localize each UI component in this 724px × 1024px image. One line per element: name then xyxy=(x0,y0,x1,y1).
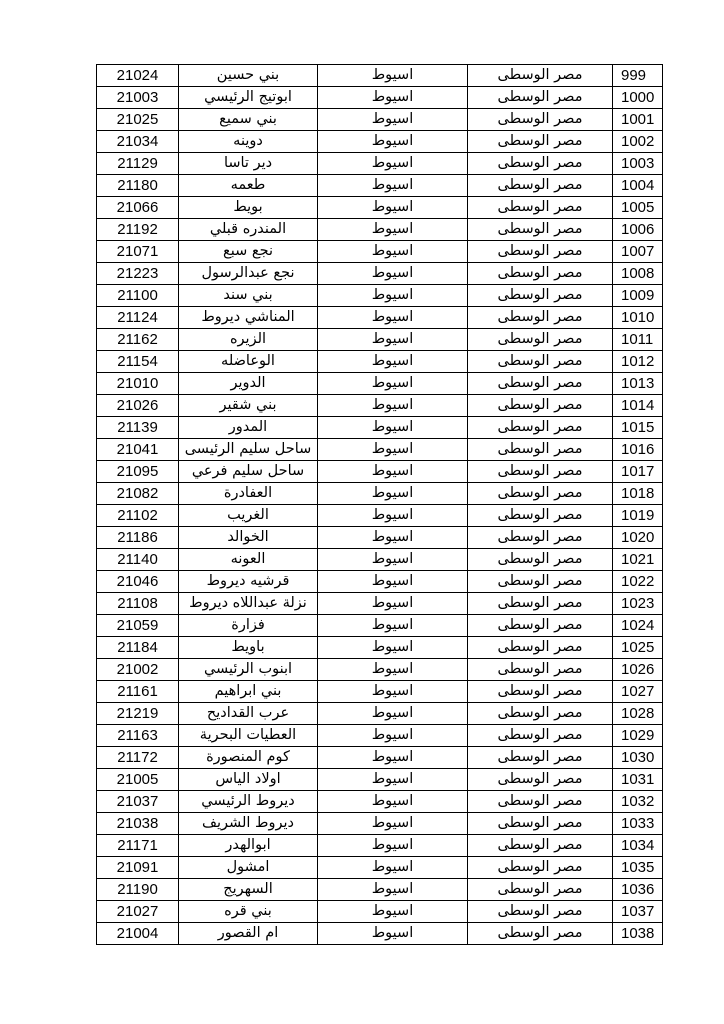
governorate-cell: اسيوط xyxy=(318,351,468,373)
governorate-cell: اسيوط xyxy=(318,659,468,681)
region-cell: مصر الوسطى xyxy=(468,615,613,637)
table-row xyxy=(97,219,663,241)
village-name-cell: السهريج xyxy=(179,879,318,901)
table-row xyxy=(97,153,663,175)
governorate-cell: اسيوط xyxy=(318,329,468,351)
postal-code-cell: 21005 xyxy=(97,769,179,791)
table-row xyxy=(97,857,663,879)
table-row xyxy=(97,131,663,153)
village-name-cell: نجع عبدالرسول xyxy=(179,263,318,285)
governorate-cell: اسيوط xyxy=(318,153,468,175)
row-number-cell: 1013 xyxy=(613,373,663,395)
region-cell: مصر الوسطى xyxy=(468,483,613,505)
region-cell: مصر الوسطى xyxy=(468,417,613,439)
village-name-cell: ابوتيج الرئيسي xyxy=(179,87,318,109)
postal-code-cell: 21192 xyxy=(97,219,179,241)
row-number-cell: 1036 xyxy=(613,879,663,901)
postal-code-cell: 21139 xyxy=(97,417,179,439)
row-number-cell: 1018 xyxy=(613,483,663,505)
table-row xyxy=(97,351,663,373)
table-row xyxy=(97,417,663,439)
region-cell: مصر الوسطى xyxy=(468,197,613,219)
region-cell: مصر الوسطى xyxy=(468,87,613,109)
row-number-cell: 1022 xyxy=(613,571,663,593)
region-cell: مصر الوسطى xyxy=(468,527,613,549)
governorate-cell: اسيوط xyxy=(318,307,468,329)
governorate-cell: اسيوط xyxy=(318,109,468,131)
row-number-cell: 1026 xyxy=(613,659,663,681)
region-cell: مصر الوسطى xyxy=(468,637,613,659)
region-cell: مصر الوسطى xyxy=(468,747,613,769)
governorate-cell: اسيوط xyxy=(318,175,468,197)
row-number-cell: 1016 xyxy=(613,439,663,461)
region-cell: مصر الوسطى xyxy=(468,769,613,791)
region-cell: مصر الوسطى xyxy=(468,813,613,835)
postal-code-cell: 21010 xyxy=(97,373,179,395)
region-cell: مصر الوسطى xyxy=(468,439,613,461)
postal-code-cell: 21154 xyxy=(97,351,179,373)
governorate-cell: اسيوط xyxy=(318,615,468,637)
governorate-cell: اسيوط xyxy=(318,483,468,505)
row-number-cell: 1015 xyxy=(613,417,663,439)
table-row xyxy=(97,307,663,329)
table-row xyxy=(97,87,663,109)
village-name-cell: عرب القداديح xyxy=(179,703,318,725)
village-name-cell: المندره قبلي xyxy=(179,219,318,241)
postal-code-cell: 21172 xyxy=(97,747,179,769)
row-number-cell: 1008 xyxy=(613,263,663,285)
region-cell: مصر الوسطى xyxy=(468,153,613,175)
postal-code-cell: 21124 xyxy=(97,307,179,329)
village-name-cell: ابوالهدر xyxy=(179,835,318,857)
table-row xyxy=(97,725,663,747)
table-row xyxy=(97,505,663,527)
row-number-cell: 1002 xyxy=(613,131,663,153)
village-name-cell: المناشي ديروط xyxy=(179,307,318,329)
row-number-cell: 1009 xyxy=(613,285,663,307)
row-number-cell: 1038 xyxy=(613,923,663,945)
row-number-cell: 1033 xyxy=(613,813,663,835)
postal-code-cell: 21184 xyxy=(97,637,179,659)
table-row xyxy=(97,285,663,307)
governorate-cell: اسيوط xyxy=(318,879,468,901)
postal-code-cell: 21034 xyxy=(97,131,179,153)
postal-code-cell: 21180 xyxy=(97,175,179,197)
postal-code-cell: 21102 xyxy=(97,505,179,527)
row-number-cell: 1028 xyxy=(613,703,663,725)
governorate-cell: اسيوط xyxy=(318,417,468,439)
table-row xyxy=(97,483,663,505)
table-row xyxy=(97,923,663,945)
village-name-cell: ساحل سليم الرئيسى xyxy=(179,439,318,461)
governorate-cell: اسيوط xyxy=(318,681,468,703)
row-number-cell: 1032 xyxy=(613,791,663,813)
governorate-cell: اسيوط xyxy=(318,835,468,857)
table-row xyxy=(97,901,663,923)
governorate-cell: اسيوط xyxy=(318,65,468,87)
village-name-cell: ديروط الشريف xyxy=(179,813,318,835)
table-row xyxy=(97,549,663,571)
governorate-cell: اسيوط xyxy=(318,373,468,395)
postal-code-cell: 21223 xyxy=(97,263,179,285)
table-row xyxy=(97,395,663,417)
governorate-cell: اسيوط xyxy=(318,769,468,791)
region-cell: مصر الوسطى xyxy=(468,505,613,527)
postal-code-cell: 21026 xyxy=(97,395,179,417)
postal-code-cell: 21038 xyxy=(97,813,179,835)
governorate-cell: اسيوط xyxy=(318,703,468,725)
governorate-cell: اسيوط xyxy=(318,725,468,747)
row-number-cell: 1030 xyxy=(613,747,663,769)
table-row xyxy=(97,615,663,637)
postal-code-cell: 21161 xyxy=(97,681,179,703)
table-row xyxy=(97,109,663,131)
table-row xyxy=(97,65,663,87)
postal-code-cell: 21162 xyxy=(97,329,179,351)
postal-code-cell: 21219 xyxy=(97,703,179,725)
table-row xyxy=(97,703,663,725)
row-number-cell: 1006 xyxy=(613,219,663,241)
governorate-cell: اسيوط xyxy=(318,87,468,109)
table-body xyxy=(97,65,663,945)
row-number-cell: 1037 xyxy=(613,901,663,923)
row-number-cell: 1024 xyxy=(613,615,663,637)
region-cell: مصر الوسطى xyxy=(468,461,613,483)
governorate-cell: اسيوط xyxy=(318,219,468,241)
postal-code-cell: 21171 xyxy=(97,835,179,857)
village-name-cell: باويط xyxy=(179,637,318,659)
row-number-cell: 1017 xyxy=(613,461,663,483)
postal-code-cell: 21059 xyxy=(97,615,179,637)
village-name-cell: الخوالد xyxy=(179,527,318,549)
postal-code-cell: 21027 xyxy=(97,901,179,923)
postal-code-cell: 21071 xyxy=(97,241,179,263)
region-cell: مصر الوسطى xyxy=(468,373,613,395)
table-row xyxy=(97,263,663,285)
table-row xyxy=(97,241,663,263)
governorate-cell: اسيوط xyxy=(318,263,468,285)
table-row xyxy=(97,769,663,791)
postal-code-cell: 21163 xyxy=(97,725,179,747)
region-cell: مصر الوسطى xyxy=(468,549,613,571)
village-name-cell: ام القصور xyxy=(179,923,318,945)
governorate-cell: اسيوط xyxy=(318,901,468,923)
region-cell: مصر الوسطى xyxy=(468,263,613,285)
row-number-cell: 1004 xyxy=(613,175,663,197)
region-cell: مصر الوسطى xyxy=(468,659,613,681)
region-cell: مصر الوسطى xyxy=(468,879,613,901)
postal-code-cell: 21004 xyxy=(97,923,179,945)
governorate-cell: اسيوط xyxy=(318,791,468,813)
row-number-cell: 1023 xyxy=(613,593,663,615)
postal-code-cell: 21186 xyxy=(97,527,179,549)
region-cell: مصر الوسطى xyxy=(468,307,613,329)
village-name-cell: الوعاضله xyxy=(179,351,318,373)
village-name-cell: كوم المنصورة xyxy=(179,747,318,769)
village-name-cell: ساحل سليم فرعي xyxy=(179,461,318,483)
region-cell: مصر الوسطى xyxy=(468,241,613,263)
row-number-cell: 1001 xyxy=(613,109,663,131)
governorate-cell: اسيوط xyxy=(318,857,468,879)
row-number-cell: 1010 xyxy=(613,307,663,329)
row-number-cell: 1020 xyxy=(613,527,663,549)
governorate-cell: اسيوط xyxy=(318,439,468,461)
village-name-cell: الغريب xyxy=(179,505,318,527)
village-name-cell: العونه xyxy=(179,549,318,571)
governorate-cell: اسيوط xyxy=(318,923,468,945)
village-name-cell: العطيات البحرية xyxy=(179,725,318,747)
village-name-cell: دير تاسا xyxy=(179,153,318,175)
village-name-cell: بني حسين xyxy=(179,65,318,87)
region-cell: مصر الوسطى xyxy=(468,285,613,307)
postal-code-cell: 21066 xyxy=(97,197,179,219)
village-name-cell: امشول xyxy=(179,857,318,879)
postal-code-cell: 21082 xyxy=(97,483,179,505)
region-cell: مصر الوسطى xyxy=(468,835,613,857)
row-number-cell: 999 xyxy=(613,65,663,87)
governorate-cell: اسيوط xyxy=(318,747,468,769)
village-name-cell: بني قره xyxy=(179,901,318,923)
row-number-cell: 1035 xyxy=(613,857,663,879)
table-row xyxy=(97,593,663,615)
village-name-cell: فزارة xyxy=(179,615,318,637)
region-cell: مصر الوسطى xyxy=(468,131,613,153)
village-name-cell: ابنوب الرئيسي xyxy=(179,659,318,681)
village-name-cell: الزيره xyxy=(179,329,318,351)
table-row xyxy=(97,813,663,835)
village-name-cell: نجع سبع xyxy=(179,241,318,263)
table-row xyxy=(97,527,663,549)
table-row xyxy=(97,373,663,395)
governorate-cell: اسيوط xyxy=(318,395,468,417)
row-number-cell: 1007 xyxy=(613,241,663,263)
region-cell: مصر الوسطى xyxy=(468,351,613,373)
village-name-cell: دوينه xyxy=(179,131,318,153)
village-name-cell: العفادرة xyxy=(179,483,318,505)
region-cell: مصر الوسطى xyxy=(468,703,613,725)
governorate-cell: اسيوط xyxy=(318,813,468,835)
postal-code-cell: 21002 xyxy=(97,659,179,681)
village-name-cell: طعمه xyxy=(179,175,318,197)
village-name-cell: بني سميع xyxy=(179,109,318,131)
region-cell: مصر الوسطى xyxy=(468,395,613,417)
governorate-cell: اسيوط xyxy=(318,131,468,153)
table-row xyxy=(97,571,663,593)
governorate-cell: اسيوط xyxy=(318,549,468,571)
row-number-cell: 1027 xyxy=(613,681,663,703)
row-number-cell: 1025 xyxy=(613,637,663,659)
governorate-cell: اسيوط xyxy=(318,197,468,219)
governorate-cell: اسيوط xyxy=(318,241,468,263)
row-number-cell: 1031 xyxy=(613,769,663,791)
village-name-cell: بويط xyxy=(179,197,318,219)
region-cell: مصر الوسطى xyxy=(468,219,613,241)
region-cell: مصر الوسطى xyxy=(468,681,613,703)
governorate-cell: اسيوط xyxy=(318,461,468,483)
table-row xyxy=(97,175,663,197)
table-row xyxy=(97,439,663,461)
region-cell: مصر الوسطى xyxy=(468,329,613,351)
governorate-cell: اسيوط xyxy=(318,637,468,659)
region-cell: مصر الوسطى xyxy=(468,571,613,593)
table-row xyxy=(97,879,663,901)
village-name-cell: بني ابراهيم xyxy=(179,681,318,703)
region-cell: مصر الوسطى xyxy=(468,175,613,197)
postal-code-cell: 21190 xyxy=(97,879,179,901)
village-name-cell: قرشيه ديروط xyxy=(179,571,318,593)
village-name-cell: بني شقير xyxy=(179,395,318,417)
postal-code-cell: 21091 xyxy=(97,857,179,879)
table-row xyxy=(97,747,663,769)
postal-code-cell: 21025 xyxy=(97,109,179,131)
postal-code-cell: 21140 xyxy=(97,549,179,571)
region-cell: مصر الوسطى xyxy=(468,857,613,879)
postal-code-cell: 21108 xyxy=(97,593,179,615)
region-cell: مصر الوسطى xyxy=(468,901,613,923)
row-number-cell: 1021 xyxy=(613,549,663,571)
row-number-cell: 1012 xyxy=(613,351,663,373)
table-row xyxy=(97,659,663,681)
postal-code-cell: 21100 xyxy=(97,285,179,307)
governorate-cell: اسيوط xyxy=(318,571,468,593)
data-table xyxy=(96,64,663,945)
village-name-cell: بني سند xyxy=(179,285,318,307)
village-name-cell: ديروط الرئيسي xyxy=(179,791,318,813)
postal-code-cell: 21003 xyxy=(97,87,179,109)
row-number-cell: 1034 xyxy=(613,835,663,857)
postal-code-cell: 21041 xyxy=(97,439,179,461)
row-number-cell: 1003 xyxy=(613,153,663,175)
governorate-cell: اسيوط xyxy=(318,527,468,549)
row-number-cell: 1000 xyxy=(613,87,663,109)
region-cell: مصر الوسطى xyxy=(468,791,613,813)
postal-code-cell: 21129 xyxy=(97,153,179,175)
table-row xyxy=(97,681,663,703)
village-name-cell: الدوير xyxy=(179,373,318,395)
village-name-cell: المدور xyxy=(179,417,318,439)
row-number-cell: 1029 xyxy=(613,725,663,747)
region-cell: مصر الوسطى xyxy=(468,923,613,945)
region-cell: مصر الوسطى xyxy=(468,65,613,87)
governorate-cell: اسيوط xyxy=(318,593,468,615)
region-cell: مصر الوسطى xyxy=(468,593,613,615)
row-number-cell: 1014 xyxy=(613,395,663,417)
village-name-cell: اولاد الياس xyxy=(179,769,318,791)
region-cell: مصر الوسطى xyxy=(468,725,613,747)
postal-code-cell: 21024 xyxy=(97,65,179,87)
row-number-cell: 1011 xyxy=(613,329,663,351)
postal-code-cell: 21046 xyxy=(97,571,179,593)
governorate-cell: اسيوط xyxy=(318,285,468,307)
row-number-cell: 1019 xyxy=(613,505,663,527)
postal-code-cell: 21037 xyxy=(97,791,179,813)
region-cell: مصر الوسطى xyxy=(468,109,613,131)
table-row xyxy=(97,461,663,483)
postal-code-cell: 21095 xyxy=(97,461,179,483)
table-row xyxy=(97,197,663,219)
table-row xyxy=(97,791,663,813)
table-row xyxy=(97,835,663,857)
village-name-cell: نزلة عبداللاه ديروط xyxy=(179,593,318,615)
governorate-cell: اسيوط xyxy=(318,505,468,527)
row-number-cell: 1005 xyxy=(613,197,663,219)
table-row xyxy=(97,637,663,659)
table-row xyxy=(97,329,663,351)
